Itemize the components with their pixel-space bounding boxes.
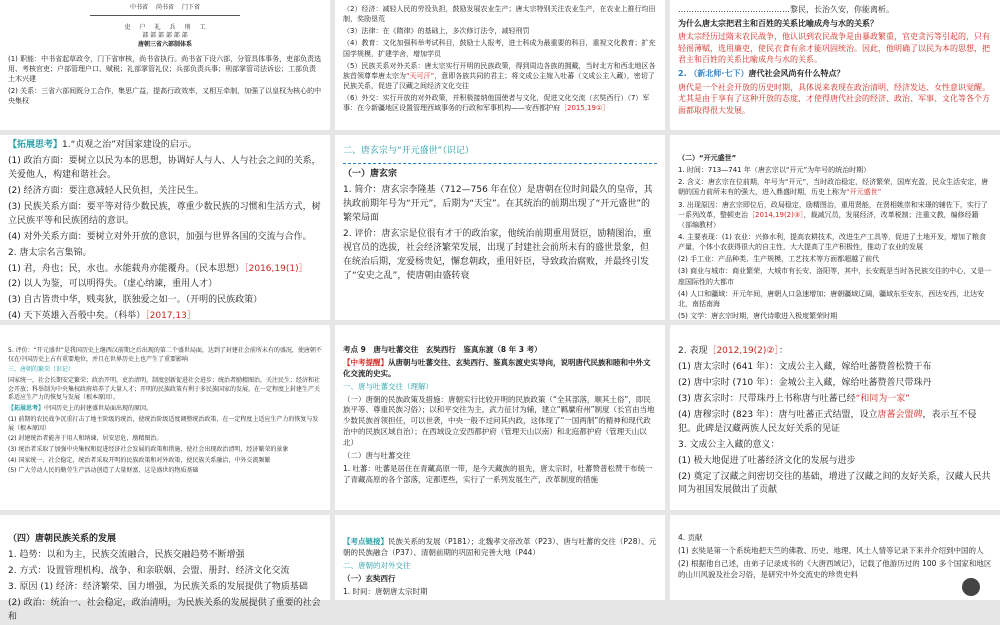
- body-text: （一）唐朝的民族政策及措施：唐朝实行比较开明的民族政策（“全其部落，顺其土俗”，即民族平等、尊重民族习俗）；以和平交往为主，武力征讨为辅，建立“羁縻府州”制度（长官由当地少数民族首领担任，可以世袭，中央一般不过问其内政，这体现了“一国两制”的精神和现代政治中的民族区域自治）；在西域设立安西都护府（管理天山以南）和北庭都护府（管理天山以北）: [343, 394, 655, 447]
- body-text: (3) 自古皆贵中华，贱夷狄，朕独爱之如一。（开明的民族政策）: [8, 295, 263, 306]
- text-run: 3. 出现原因：唐玄宗即位后，政局稳定，励精图治，重用贤能，在贤相姚崇和宋璟的辅佐下，实行了一系列改革，整顿吏治: [678, 200, 988, 219]
- body-text: (1) 职能：中书省起草政令，门下省审核，尚书省执行。尚书省下设六部，分管具体事务，吏部负责选用、考核官吏；户部管理户口、赋税；礼部掌管礼仪；兵部负责兵事；刑部掌管司法诉讼；工部负责土木兴建: [8, 54, 322, 84]
- text-run: （6）外交：实行开放的对外政策，并积极接纳他国使者与文化，促进文化交流（玄奘西行）（7）军事：在今新疆地区设置管理西域事务的行政和军事机构——安西都护府: [343, 94, 650, 113]
- slide-thumbnail-9[interactable]: [670, 325, 1000, 510]
- body-text: (4) 国家统一、社会稳定，统治者采取开明的民族政策和对外政策，使民族关系融洽，中外交流频繁: [8, 456, 271, 464]
- body-text: （3）法律：在《隋律》的基础上，多次修订法令，减轻刑罚: [343, 27, 530, 36]
- exam-tip-text: 从唐朝与吐蕃交往、玄奘西行、鉴真东渡史实导向，说明唐代民族和睦和中外文化交流的史实。: [343, 357, 651, 378]
- slide-thumbnail-7[interactable]: [0, 325, 330, 510]
- exam-reference: ［2017,13］: [145, 311, 196, 322]
- body-text: 2. 评价：唐玄宗是位很有才干的政治家，他统治前期重用贤臣，励精图治，重视官员的选拔，社会经济繁荣发展，出现了封建社会前所未有的盛世景象，但在统治后期，宠爱杨贵妃，懈怠朝政，重用奸臣，导致政治腐败，并最终引发了“安史之乱”，使唐朝由盛转衰: [343, 228, 652, 281]
- body-text: [343, 537, 657, 559]
- textbook-tag: （新北师·七下）: [689, 68, 749, 78]
- ministry-label: 礼: [154, 23, 161, 31]
- expand-label: 【拓展思考】: [8, 405, 45, 413]
- question-heading: 为什么唐太宗把君主和百姓的关系比喻成舟与水的关系？: [678, 18, 878, 28]
- text-run: ，裁减冗员，发展经济，改革税制；注重文教，编修经籍（部编教材）: [678, 210, 979, 229]
- text-run: 2. 表现: [678, 346, 708, 356]
- body-text: 2. 方式：设置管理机构、战争、和亲联姻、会盟、册封、经济文化交流: [8, 565, 290, 576]
- body-text: (1) 玄奘是第一个系统地把天竺的佛教、历史、地理、风土人情等记录下来并介绍到中国的人: [678, 545, 984, 555]
- highlight-text: 唐蕃会盟碑: [877, 409, 923, 420]
- body-text: [8, 405, 322, 414]
- body-text: (5) 文学：唐玄宗时期，唐代诗歌进入极度繁荣时期: [678, 311, 838, 320]
- body-text: 5. 评价：“开元盛世”是我国历史上继西汉前期之后出现的第二个盛世局面，达到了封建社会前所未有的盛况，使唐朝不仅在中国历史上占有重要地位，并且在世界历史上也产生了重要影响: [8, 347, 322, 363]
- body-text: 国家统一，社会长期安定繁荣；政治开明，吏治清明，制度创新促进社会进步；统治者励精图治，关注民生；经济和社会开放；科举制为中央集权政府培养了大量人才；开明的民族政策有利于多民族国家的发展，在一定程度上封建生产关系适应生产力的恢复与发展（根本原因）。: [8, 377, 321, 402]
- slide-thumbnail-6[interactable]: [670, 135, 1000, 320]
- body-text: （二）唐与吐蕃交往: [343, 450, 411, 460]
- text-run: 中国历史上的封建盛世局面出现的原因。: [44, 405, 153, 413]
- body-text: [343, 358, 657, 380]
- body-text: 1. 趋势：以和为主，民族交流融合，民族交融趋势不断增强: [8, 549, 245, 560]
- body-text: (2) 奠定了汉藏之间密切交往的基础，增进了汉藏之间的友好关系，汉藏人民共同为祖国发展做出了贡献: [678, 471, 991, 496]
- body-text: ……………………………………黎民，长治久安，你能离析。: [678, 5, 894, 14]
- body-text: (1) 唐太宗时 (641 年）：文成公主入藏，嫁给吐蕃赞普松赞干布: [678, 361, 932, 372]
- body-text: (3) 民族关系方面：要平等对待少数民族，尊重少数民族的习惯和生活方式，树立民族平等和民族团结的意识。: [8, 201, 321, 226]
- text-run: （5）民族关系对外关系：唐太宗实行开明的民族政策，得到周边各族的拥戴，当时北方和西北地区各族首领尊奉唐太宗为: [343, 61, 656, 80]
- slide-thumbnail-12[interactable]: [670, 515, 1000, 600]
- slide-thumbnail-5[interactable]: [335, 135, 665, 320]
- text-run: (4) 天下英雄入吾彀中矣。（科举）: [8, 311, 146, 322]
- text-run: ：: [779, 346, 789, 356]
- body-text: [8, 263, 322, 277]
- body-text: (2) 根据他自己述，由弟子记录成书的《大唐西域记》，记载了他游历过的 100 多个国家和地区的山川风貌及社会习俗，是研究中外交流史的珍贵史料: [678, 558, 992, 579]
- body-text: 1. 简介：唐玄宗李隆基（712—756 年在位）是唐朝在位时间最久的皇帝，其执政前期年号为“开元”，后期为“天宝”。在其统治的前期出现了“开元盛世”的繁荣局面: [343, 184, 653, 223]
- exam-reference: ［2016,19(1)］: [244, 263, 308, 274]
- body-text: (2) 唐中宗时 (710 年）：金城公主入藏，嫁给吐蕃赞普尺带珠丹: [678, 377, 932, 388]
- body-text: 1. 时间：唐朝唐太宗时期: [343, 586, 428, 596]
- text-run: (4) 唐穆宗时 (823 年）：唐与吐蕃正式结盟，设立: [678, 409, 878, 420]
- dept-label: 中书省: [129, 4, 148, 11]
- body-text: (2) 手工业：产品种类、生产规模、工艺技术等方面都超越了前代: [678, 255, 880, 264]
- diagram-connector: [90, 15, 240, 22]
- section-title: 二、唐玄宗与“开元盛世”（识记）: [343, 146, 474, 156]
- question-heading: [678, 68, 992, 80]
- section-heading: [8, 139, 322, 153]
- divider: [343, 163, 657, 164]
- answer-text: 唐太宗经历过隋末农民战争，他认识到农民战争是由暴政繁重，官吏贪污等引起的，只有轻徭薄赋，选用廉吏，使民衣食有余才能巩固统治。因此，他明确了以民为本的思想，把君主和百姓的关系比喻成舟与水的关系。: [678, 32, 990, 65]
- highlight-text: “开元盛世”: [846, 188, 882, 197]
- body-text: (2) 关系：三省六部间既分工合作，集思广益，提高行政效率，又相互牵制，加强了以皇权为核心的中央集权: [8, 87, 322, 106]
- body-text: (4) 对外关系方面：要树立对外开放的意识，加强与世界各国的交流与合作。: [8, 231, 312, 242]
- ministry-label: 兵: [169, 23, 176, 31]
- section-title: （四）唐朝民族关系的发展: [8, 534, 117, 544]
- subsection-title: （一）唐玄宗: [343, 168, 398, 179]
- ministry-label: 工: [199, 23, 206, 31]
- body-text: (3) 商业与城市：商业繁荣，大城市有长安、洛阳等，其中，长安既是当时各民族交往的中心，又是一座国际性的大都市: [678, 267, 992, 286]
- exam-reference: ［2012,19(2)②］: [707, 346, 779, 356]
- link-label: 【考点链接】: [343, 537, 388, 546]
- exam-reference: ［2014,19(2)③］: [748, 210, 804, 219]
- heading-text: 1.“贞观之治”对国家建设的启示。: [62, 140, 197, 150]
- body-text: (4) 人口和疆域：开元年间，唐朝人口急速增加；唐朝疆域辽阔，疆域东至安东，西达安西，北达安北，南括南海: [678, 289, 985, 308]
- body-text: 3. 原因 (1) 经济：经济繁荣、国力增强，为民族关系的发展提供了物质基础: [8, 581, 308, 592]
- text-run: (1) 君，舟也；民，水也。水能载舟亦能覆舟。（民本思想）: [8, 263, 245, 274]
- section-title: 一、唐与吐蕃交往（理解）: [343, 381, 433, 391]
- body-text: (1) 政治方面：要树立以民为本的思想，协调好人与人、人与社会之间的关系，关爱他人，构建和谐社会。: [8, 155, 321, 180]
- slide-thumbnail-11[interactable]: [335, 515, 665, 600]
- body-text: (2) 封建统治者能善于用人和纳谏，居安思危，励精图治。: [8, 435, 163, 443]
- topic-title: 考点 9 唐与吐蕃交往 玄奘西行 鉴真东渡（8 年 3 考）: [343, 345, 542, 354]
- body-text: [678, 177, 992, 197]
- section-title: （二）“开元盛世”: [678, 154, 737, 162]
- body-text: （4）教育：文化加强科举考试科目，鼓励士人报考，进士科成为最重要的科目，重视文化教育；扩充国学规模，扩建学舍，增加学员: [343, 39, 656, 58]
- dept-label: 门下省: [182, 4, 201, 11]
- body-text: (1) 极大地促进了吐蕃经济文化的发展与进步: [678, 455, 856, 466]
- body-text: 1. 吐蕃：吐蕃是居住在青藏高原一带，是今天藏族的祖先，唐太宗时，吐蕃赞普松赞干布统一了青藏高原的各个部落，定都逻些，实行了一系列发展生产，改革制度的措施: [343, 463, 653, 484]
- text-run: 民族关系的发展（P181）；北魏孝文帝改革（P23）、唐与吐蕃的交往（P28）、元朝的民族融合（P37）、清朝前期的巩固和完善大地（P44）: [343, 537, 657, 557]
- body-text: [678, 409, 992, 437]
- text-run: ，意即各族共同的君主；将文成公主嫁入吐蕃（文成公主入藏），密切了民族关系，促进了汉藏之间经济文化交往: [343, 71, 655, 90]
- body-text: [678, 200, 992, 230]
- body-text: (1) 前期的农民战争沉重打击了地主阶级的统治，使统治阶级适度调整统治政策，在一定程度上适应生产力的恢复与发展（根本原因）: [8, 415, 319, 432]
- slide-thumbnail-2[interactable]: [335, 0, 665, 130]
- slide-thumbnail-1[interactable]: [0, 0, 330, 130]
- exam-tip-label: 【中考提醒】: [343, 357, 388, 367]
- presenter-avatar: [962, 578, 980, 596]
- body-text: (3) 统治者采取了加强中央集权和促进经济社会发展的政策和措施，使社会出现政治清明，经济繁荣的景象: [8, 445, 289, 453]
- section-title: 二、唐朝的对外交往: [343, 560, 411, 570]
- slide-thumbnail-4[interactable]: [0, 135, 330, 320]
- highlight-text: “和同为一家”: [855, 393, 910, 404]
- text-run: ，表示互不侵犯。此碑是汉藏两族人民友好关系的见证: [678, 409, 977, 434]
- expand-label: 【拓展思考】: [8, 140, 63, 150]
- text-run: 2. 含义：唐玄宗在位前期，年号为“开元”，当时政治稳定，经济繁荣，国库充盈，民众生活安定，唐朝的国力前所未有的强大，进入鼎盛时期，历史上称为: [678, 178, 989, 197]
- body-text: [8, 310, 322, 324]
- slide-thumbnail-8[interactable]: [335, 325, 665, 510]
- subsection-title: （一）玄奘西行: [343, 573, 396, 583]
- question-text: 唐代社会风尚有什么特点？: [748, 68, 845, 78]
- body-text: [343, 93, 657, 113]
- body-text: (2) 以人为鉴，可以明得失。（虚心纳谏，重用人才）: [8, 279, 218, 290]
- diagram-caption: 唐朝三省六部制体系: [137, 41, 192, 49]
- exam-reference: ［2015,19①］: [560, 104, 610, 113]
- answer-text: 唐代是一个社会开放的历史时期，具体说来表现在政治清明、经济发达、女性意识觉醒。尤其是由于享有了这种开放的态度，才使得唐代社会的经济、政治、军事、文化等各个方面都取得很大发展。: [678, 82, 990, 115]
- ministry-label: 吏: [124, 23, 131, 31]
- body-text: （2）经济：减轻人民的劳役负担，鼓励发展农业生产；唐太宗特别关注农业生产，在农业上推行均田制，奖励垦荒: [343, 5, 656, 24]
- three-departments-diagram: [8, 4, 322, 50]
- body-text: 2. 唐太宗名言集锦。: [8, 247, 92, 258]
- body-text: 3. 文成公主入藏的意义：: [678, 439, 780, 450]
- section-title: 三、唐朝的繁荣（识记）: [8, 366, 75, 374]
- ministry-label: 户: [139, 23, 146, 31]
- body-text: (2) 经济方面：要注意减轻人民负担，关注民生。: [8, 185, 204, 196]
- dept-label: 尚书省: [155, 4, 174, 11]
- body-text: [678, 393, 992, 407]
- body-text: (2) 政治：统治一、社会稳定，政治清明，为民族关系的发展提供了重要的社会和: [8, 597, 321, 622]
- body-text: [678, 345, 992, 359]
- body-text: 4. 贡献: [678, 533, 703, 542]
- body-text: 4. 主要表现：(1) 农业：兴修水利，提高农耕技术，改进生产工具等，促进了土地开发，增加了粮食产量，个体小农获得很大的自主性，大大提高了生产积极性，推动了农业的发展: [678, 232, 987, 252]
- ministry-label: 刑: [184, 23, 191, 31]
- slide-thumbnail-3[interactable]: [670, 0, 1000, 130]
- body-text: 1. 时间：713—741 年（唐玄宗以“开元”为年号的统治时期）: [678, 166, 871, 175]
- body-text: [343, 61, 657, 91]
- question-number: 2.: [678, 68, 687, 78]
- ministry-suffix: 部 部 部 部 部 部: [142, 32, 188, 40]
- body-text: (5) 广大劳动人民的勤劳生产活动创造了大量财富，这是盛世的物质基础: [8, 467, 199, 475]
- slide-thumbnail-10[interactable]: [0, 515, 330, 622]
- text-run: (3) 唐玄宗时：尺带珠丹上书称唐与吐蕃已经: [678, 393, 856, 404]
- highlight-text: “天可汗”: [406, 71, 435, 80]
